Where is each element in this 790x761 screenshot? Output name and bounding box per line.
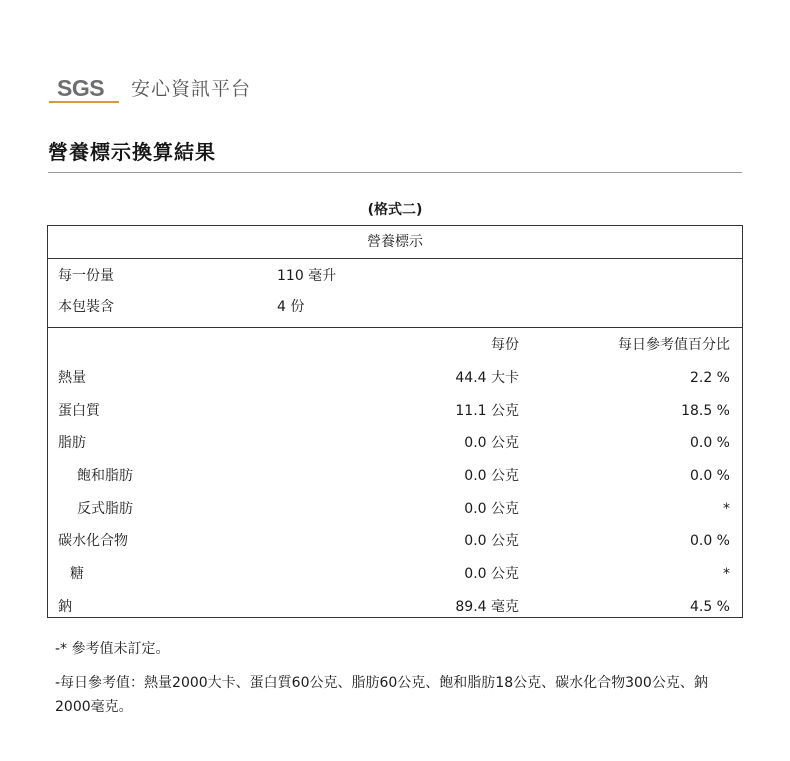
nutrient-row-protein	[48, 395, 742, 428]
serving-size-row	[48, 261, 742, 292]
table-heading: 營養標示	[48, 226, 742, 259]
servings-per-package-row	[48, 292, 742, 323]
nutrient-per-serving: 44.4 大卡	[455, 370, 519, 386]
sgs-logo	[49, 75, 119, 103]
nutrient-daily-pct: 18.5 %	[681, 402, 730, 419]
nutrient-row-sugar	[48, 558, 742, 591]
nutrient-row-trans-fat	[48, 493, 742, 526]
page-title: 營養標示換算結果	[48, 140, 216, 164]
nutrient-name: 飽和脂肪	[77, 468, 133, 485]
nutrient-name: 鈉	[58, 598, 72, 615]
nutrition-table	[47, 225, 743, 618]
column-header-daily-pct: 每日參考值百分比	[618, 337, 730, 353]
serving-info	[48, 259, 742, 328]
nutrient-name: 反式脂肪	[77, 500, 133, 517]
nutrient-name: 熱量	[58, 370, 86, 386]
note-reference-undefined: -* 參考值未訂定。	[55, 641, 170, 657]
title-divider	[48, 172, 742, 173]
nutrient-per-serving: 11.1 公克	[455, 402, 519, 419]
nutrient-name: 脂肪	[58, 435, 86, 452]
nutrient-per-serving: 0.0 公克	[464, 468, 519, 485]
nutrient-daily-pct: 2.2 %	[689, 370, 730, 386]
nutrient-daily-pct: 0.0 %	[689, 468, 730, 485]
nutrient-per-serving: 0.0 公克	[464, 533, 519, 550]
nutrient-row-energy	[48, 362, 742, 395]
nutrient-per-serving: 89.4 毫克	[455, 598, 519, 615]
nutrient-row-fat	[48, 427, 742, 460]
nutrient-daily-pct: 0.0 %	[689, 435, 730, 452]
nutrient-row-saturated-fat	[48, 460, 742, 493]
sgs-logo-text: SGS	[57, 75, 105, 101]
nutrient-name: 蛋白質	[58, 402, 100, 419]
brand-header	[49, 73, 251, 103]
nutrient-daily-pct: *	[723, 500, 730, 517]
nutrient-name: 糖	[70, 566, 84, 583]
nutrient-daily-pct: 0.0 %	[689, 533, 730, 550]
servings-per-package-label: 本包裝含	[58, 299, 114, 315]
note-daily-reference-values: -每日參考值：熱量2000大卡、蛋白質60公克、脂肪60公克、飽和脂肪18公克、碳水化合物300公克、鈉2000毫克。	[55, 675, 708, 715]
nutrient-daily-pct: *	[723, 566, 730, 583]
brand-name: 安心資訊平台	[131, 78, 252, 100]
nutrient-per-serving: 0.0 公克	[464, 435, 519, 452]
serving-size-value: 110 毫升	[277, 268, 337, 284]
nutrient-per-serving: 0.0 公克	[464, 566, 519, 583]
nutrient-daily-pct: 4.5 %	[689, 598, 730, 615]
nutrient-row-carbohydrate	[48, 525, 742, 558]
format-label: (格式二)	[367, 202, 423, 218]
nutrient-row-sodium	[48, 591, 742, 624]
servings-per-package-value: 4 份	[277, 299, 305, 315]
serving-size-label: 每一份量	[58, 268, 114, 284]
column-header-per-serving: 每份	[491, 337, 519, 353]
nutrient-name: 碳水化合物	[58, 533, 128, 550]
sgs-logo-underline	[49, 101, 119, 103]
column-header-row	[48, 328, 742, 362]
nutrient-per-serving: 0.0 公克	[464, 500, 519, 517]
